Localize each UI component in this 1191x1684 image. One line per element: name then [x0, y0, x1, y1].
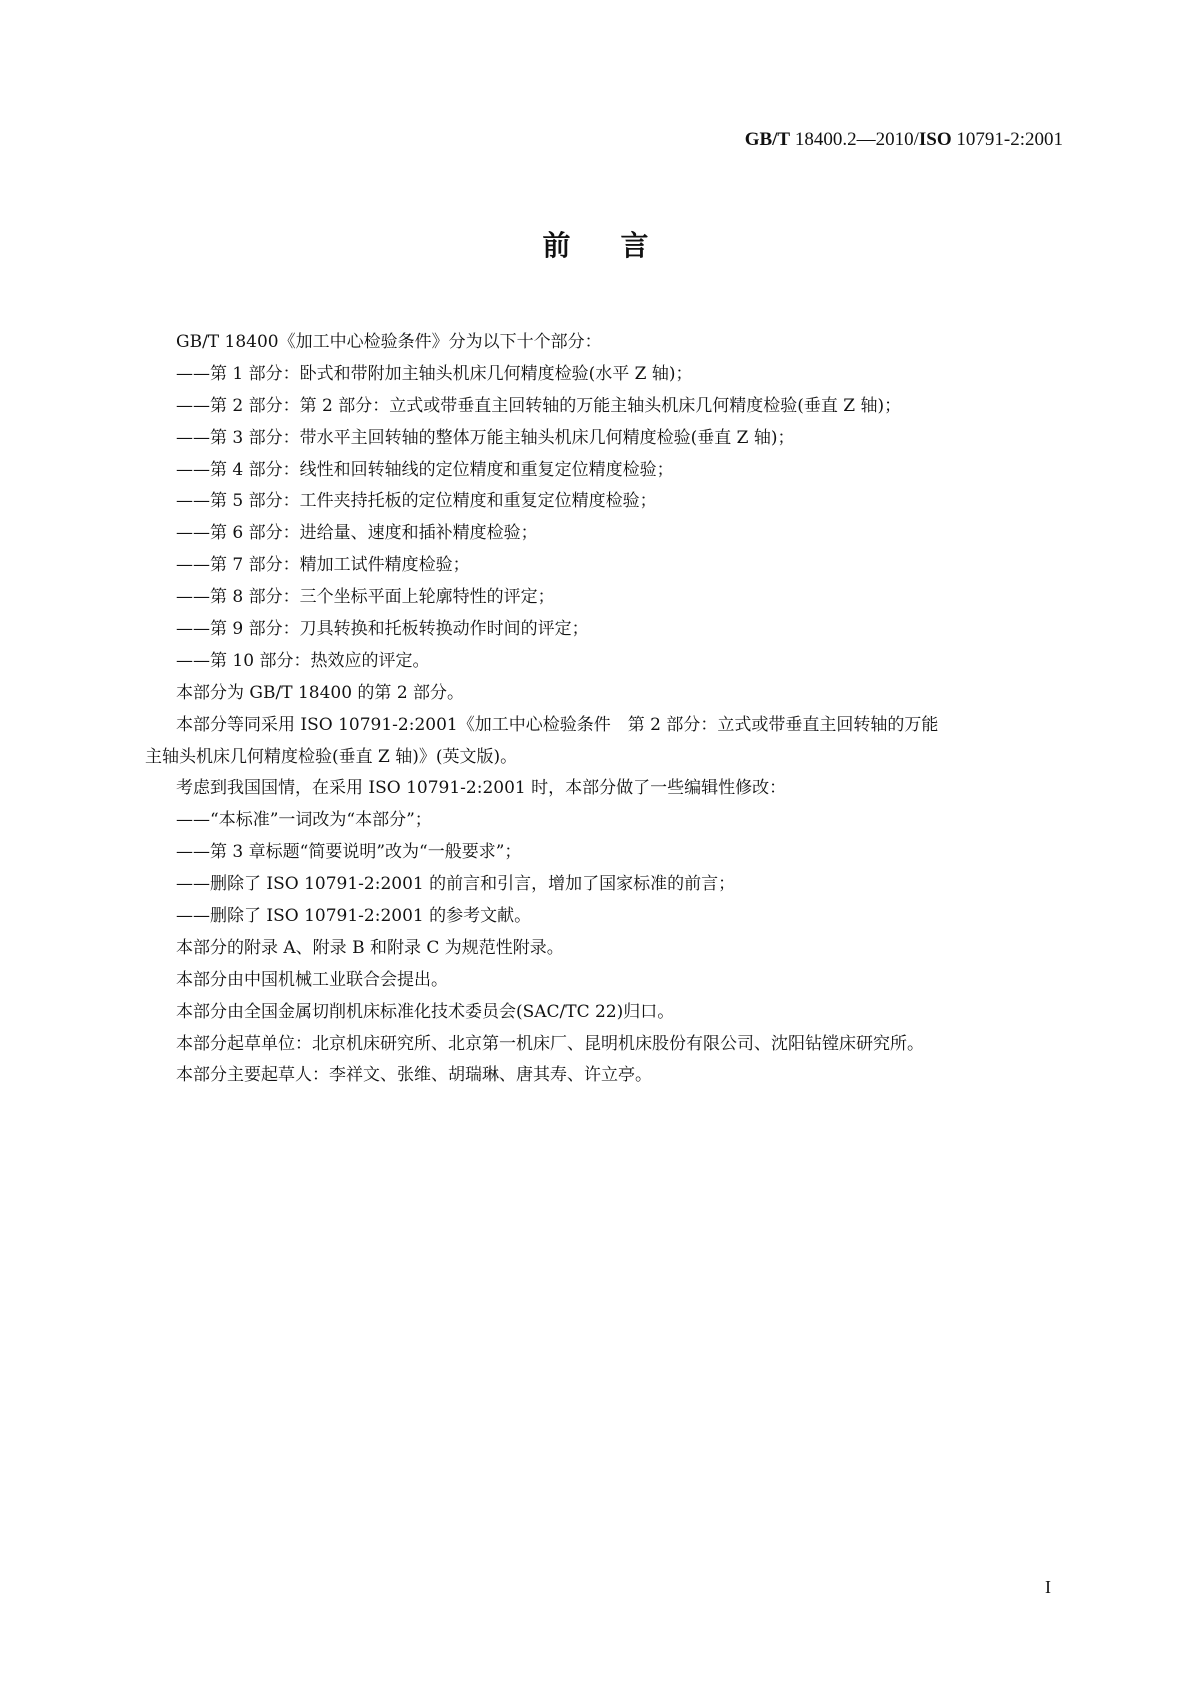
list-item-edit-1: ——“本标准”一词改为“本部分”；: [176, 810, 432, 831]
list-item-edit-3: ——删除了 ISO 10791-2:2001 的前言和引言，增加了国家标准的前言；: [176, 874, 736, 895]
paragraph-line: 本部分起草单位：北京机床研究所、北京第一机床厂、昆明机床股份有限公司、沈阳钻镗床研究所。: [176, 1033, 924, 1054]
list-item-part-4: ——第 4 部分：线性和回转轴线的定位精度和重复定位精度检验；: [176, 459, 674, 480]
list-item-part-2: ——第 2 部分：第 2 部分：立式或带垂直主回转轴的万能主轴头机床几何精度检验(垂直 Z 轴)；: [176, 395, 902, 416]
paragraph-line: 本部分的附录 A、附录 B 和附录 C 为规范性附录。: [176, 937, 564, 958]
foreword-body: [145, 327, 1066, 1092]
standard-code-iso: ISO: [918, 129, 952, 150]
paragraph-line: 本部分为 GB/T 18400 的第 2 部分。: [176, 682, 465, 703]
paragraph-continuation: 主轴头机床几何精度检验(垂直 Z 轴)》(英文版)。: [145, 746, 518, 767]
list-item-part-8: ——第 8 部分：三个坐标平面上轮廓特性的评定；: [176, 587, 555, 608]
standard-code-number: 18400.2—2010/: [790, 129, 919, 150]
standard-code-iso-number: 10791-2:2001: [951, 129, 1063, 150]
list-item-part-1: ——第 1 部分：卧式和带附加主轴头机床几何精度检验(水平 Z 轴)；: [176, 363, 693, 384]
page-number: I: [1045, 1577, 1051, 1597]
standard-code-header: [745, 125, 1063, 155]
list-item-part-3: ——第 3 部分：带水平主回转轴的整体万能主轴头机床几何精度检验(垂直 Z 轴)；: [176, 427, 795, 448]
paragraph-line: 本部分由全国金属切削机床标准化技术委员会(SAC/TC 22)归口。: [176, 1001, 675, 1022]
list-item-part-10: ——第 10 部分：热效应的评定。: [176, 650, 430, 671]
page-title: 前言: [542, 229, 699, 262]
standard-code-gbt: GB/T: [744, 129, 791, 150]
list-item-part-5: ——第 5 部分：工件夹持托板的定位精度和重复定位精度检验；: [176, 491, 657, 512]
list-item-part-6: ——第 6 部分：进给量、速度和插补精度检验；: [176, 523, 538, 544]
paragraph-line: 本部分等同采用 ISO 10791-2:2001《加工中心检验条件 第 2 部分：立式或带垂直主回转轴的万能: [176, 714, 939, 735]
paragraph-line: GB/T 18400《加工中心检验条件》分为以下十个部分：: [176, 332, 602, 352]
list-item-part-9: ——第 9 部分：刀具转换和托板转换动作时间的评定；: [176, 619, 589, 640]
paragraph-line: 本部分由中国机械工业联合会提出。: [176, 969, 448, 990]
paragraph-line: 考虑到我国国情，在采用 ISO 10791-2:2001 时，本部分做了一些编辑性修改：: [176, 778, 787, 799]
list-item-edit-4: ——删除了 ISO 10791-2:2001 的参考文献。: [176, 906, 532, 927]
list-item-edit-2: ——第 3 章标题“简要说明”改为“一般要求”；: [176, 842, 522, 863]
list-item-part-7: ——第 7 部分：精加工试件精度检验；: [176, 555, 470, 576]
paragraph-line: 本部分主要起草人：李祥文、张维、胡瑞琳、唐其寿、许立亭。: [176, 1065, 652, 1086]
